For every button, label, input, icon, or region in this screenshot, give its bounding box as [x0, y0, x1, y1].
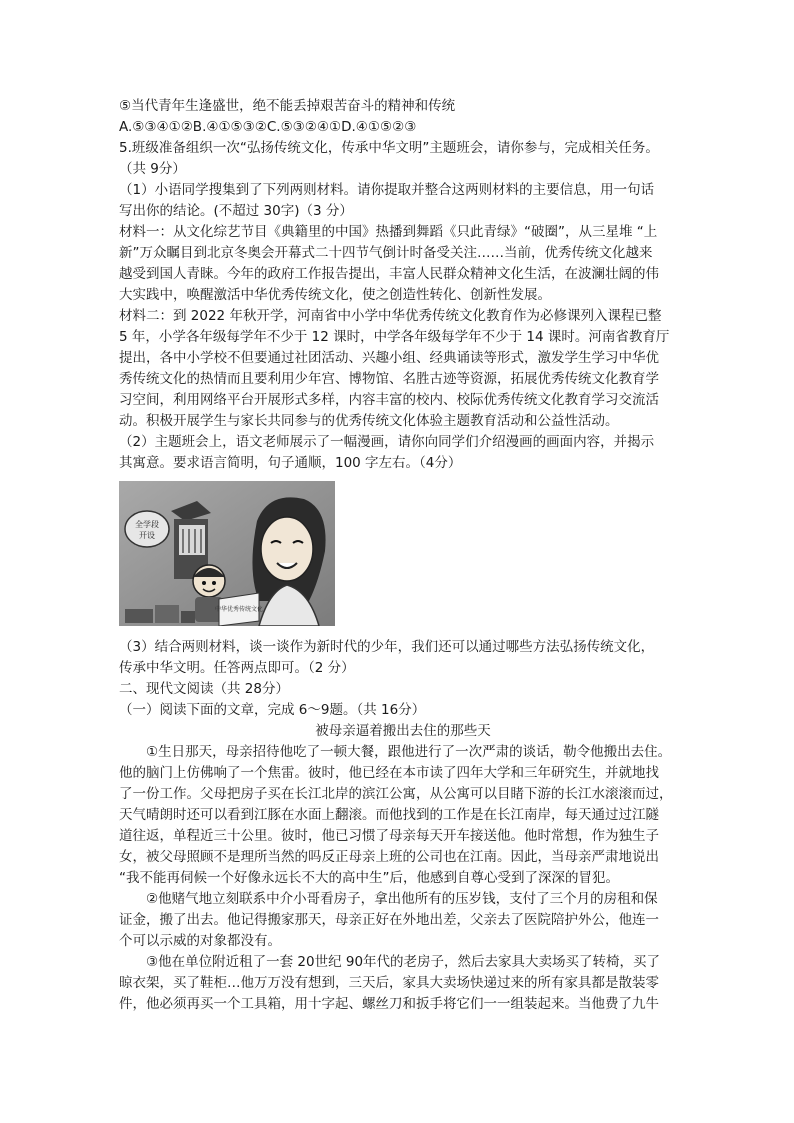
text-line: 提出，各中小学校不但要通过社团活动、兴趣小组、经典诵读等形式，激发学生学习中华优	[119, 350, 659, 366]
material-one: 材料一：从文化综艺节目《典籍里的中国》热播到舞蹈《只此青绿》“破圈”，从三星堆 “上	[119, 224, 658, 240]
article-title: 被母亲逼着搬出去住的那些天	[315, 723, 491, 739]
sub-question-1: （1）小语同学搜集到了下列两则材料。请你提取并整合这两则材料的主要信息，用一句话	[119, 182, 655, 198]
article-line: 他的脑门上仿佛响了一个焦雷。彼时，他已经在本市读了四年大学和三年研究生，并就地找	[119, 765, 659, 781]
section-heading: 二、现代文阅读（共 28分）	[119, 681, 289, 697]
article-line: 道往返，单程近三十公里。彼时，他已习惯了母亲每天开车接送他。他时常想，作为独生子	[119, 828, 659, 844]
article-line: “我不能再伺候一个好像永远长不大的高中生”后，他感到自尊心受到了深深的冒犯。	[119, 870, 619, 886]
text-line: 写出你的结论。(不超过 30字)（3 分）	[119, 203, 353, 219]
reading-instruction: （一）阅读下面的文章，完成 6～9题。（共 16分）	[119, 702, 426, 718]
sign-text-2: 开设	[139, 531, 155, 540]
article-line: ②他赌气地立刻联系中介小哥看房子，拿出他所有的压岁钱，支付了三个月的房租和保	[119, 891, 658, 907]
article-line: 证金，搬了出去。他记得搬家那天，母亲正好在外地出差，父亲去了医院陪护外公，他连一	[119, 912, 659, 928]
text-line: 越受到国人青睐。今年的政府工作报告提出，丰富人民群众精神文化生活，在波澜壮阔的伟	[119, 266, 659, 282]
text-line: 5 年，小学各年级每学年不少于 12 课时，中学各年级每学年不少于 14 课时。河南省教育厅	[119, 329, 670, 345]
article-line: 女，被父母照顾不是理所当然的吗反正母亲上班的公司也在江南。因此，当母亲严肃地说出	[119, 849, 659, 865]
text-line: （共 9分）	[119, 161, 186, 177]
article-line: 了一份工作。父母把房子买在长江北岸的滨江公寓，从公寓可以目睹下游的长江水滚滚而过，	[119, 786, 673, 802]
sign-bubble	[125, 511, 169, 547]
text-line: 传承中华文明。任答两点即可。（2 分）	[119, 660, 355, 676]
book-text: 中华优秀传统文化	[214, 606, 264, 613]
material-two: 材料二：到 2022 年秋开学，河南省中小学中华优秀传统文化教育作为必修课列入课程已整	[119, 308, 662, 324]
article-line: 晾衣架，买了鞋柜…他万万没有想到，三天后，家具大卖场快递过来的所有家具都是散装零	[119, 975, 659, 991]
article-line: ③他在单位附近租了一套 20世纪 90年代的老房子，然后去家具大卖场买了转椅，买了	[119, 954, 661, 970]
article-line: 件，他必须再买一个工具箱，用十字起、螺丝刀和扳手将它们一一组装起来。当他费了九牛	[119, 996, 659, 1012]
sub-question-2: （2）主题班会上，语文老师展示了一幅漫画，请你向同学们介绍漫画的画面内容，并揭示	[119, 434, 655, 450]
text-line: 大实践中，唤醒激活中华优秀传统文化，使之创造性转化、创新性发展。	[119, 287, 551, 303]
sub-question-3: （3）结合两则材料，谈一谈作为新时代的少年，我们还可以通过哪些方法弘扬传统文化，	[119, 639, 655, 655]
article-line: 天气晴朗时还可以看到江豚在水面上翻滚。而他找到的工作是在长江南岸，每天通过过江隧	[119, 807, 659, 823]
text-line: 秀传统文化的热情而且要利用少年宫、博物馆、名胜古迹等资源，拓展优秀传统文化教育学	[119, 371, 659, 387]
article-line: ①生日那天，母亲招待他吃了一顿大餐，跟他进行了一次严肃的谈话，勒令他搬出去住。	[119, 744, 672, 760]
text-line: 其寓意。要求语言简明，句子通顺，100 字左右。（4分）	[119, 455, 462, 471]
comic-illustration	[119, 481, 335, 626]
sign-text-1: 全学段	[135, 520, 159, 529]
text-line: 动。积极开展学生与家长共同参与的优秀传统文化体验主题教育活动和公益性活动。	[119, 413, 619, 429]
text-line: 新”万众瞩目到北京冬奥会开幕式二十四节气倒计时备受关注……当前，优秀传统文化越来	[119, 245, 653, 261]
text-line: 习空间，利用网络平台开展形式多样，内容丰富的校内、校际优秀传统文化教育学习交流活	[119, 392, 659, 408]
article-line: 个可以示威的对象都没有。	[119, 933, 281, 949]
text-line: ⑤当代青年生逢盛世，绝不能丢掉艰苦奋斗的精神和传统	[119, 98, 456, 114]
question-5: 5.班级准备组织一次“弘扬传统文化，传承中华文明”主题班会，请你参与，完成相关任务。	[119, 140, 659, 156]
answer-options: A.⑤③④①②B.④①⑤③②C.⑤③②④①D.④①⑤②③	[119, 119, 417, 135]
